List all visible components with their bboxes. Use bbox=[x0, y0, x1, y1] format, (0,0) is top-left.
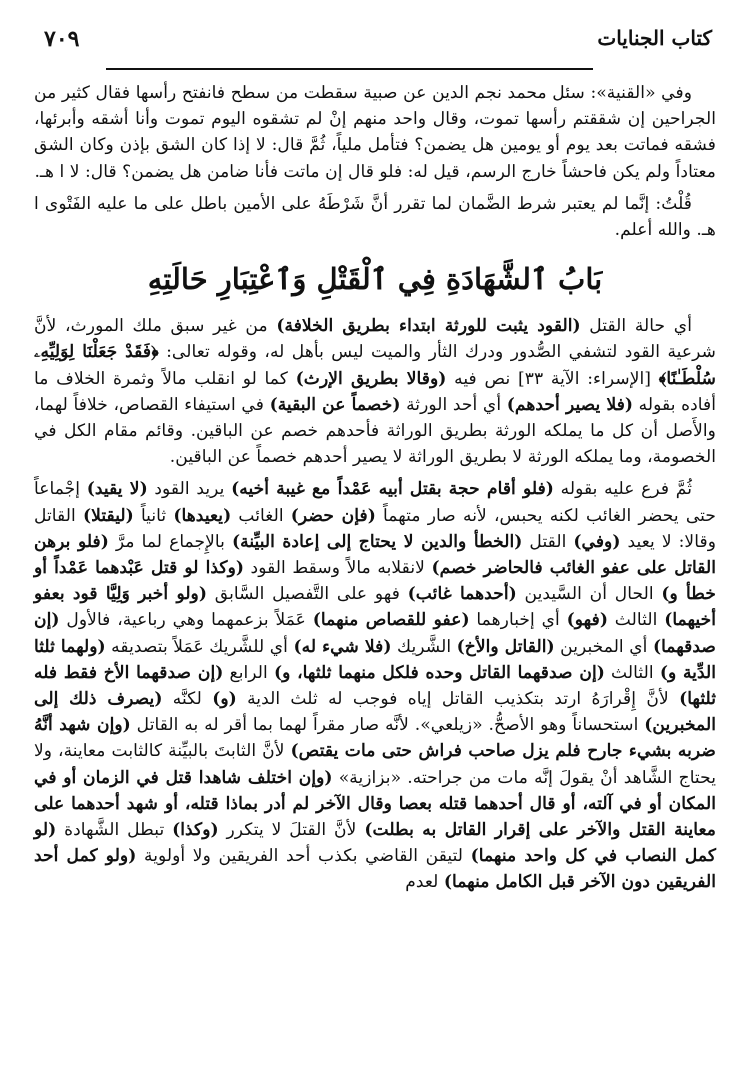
text-run: لأنَّ القتلَ لا يتكرر bbox=[218, 820, 365, 841]
matn-run: (القاتل والأخ) bbox=[456, 636, 555, 657]
matn-run: (ليقتلا) bbox=[82, 505, 134, 526]
text-run: تبطل الشَّهادة bbox=[56, 820, 173, 841]
text-run: فهو على التَّفصيل السَّابق bbox=[207, 584, 408, 605]
matn-run: (و) bbox=[212, 689, 237, 710]
matn-run: (الخطأ والدين لا يحتاج إلى إعادة البيِّنة) bbox=[231, 531, 523, 552]
matn-run: (فإن حضر) bbox=[290, 505, 376, 526]
text-run: لتيقن القاضي بكذب أحد الفريقين ولا أولوية bbox=[136, 846, 471, 867]
text-run: الثالث bbox=[604, 662, 660, 683]
text-run: من غير سبق ملك المورث، لأنَّ شرعية القود لتشفي الصُّدور ودرك الثأر والميت ليس بأهل له، وقوله تعالى: bbox=[34, 316, 716, 363]
matn-run: (وكذا) bbox=[172, 820, 219, 841]
matn-run: (عفو للقصاص منهما) bbox=[312, 610, 470, 631]
text-run: الغائب bbox=[231, 505, 291, 526]
matn-run: (يعيدها) bbox=[173, 505, 232, 526]
text-run: لأنَّ الثابتَ بالبيِّنة كالثابت معاينة، ولا يحتاج الشَّاهد أنْ يقولَ إنَّه مات من جراحته. «بزازية» bbox=[34, 741, 716, 788]
text-run: كما لو انقلب مالاً وثمرة الخلاف ما أفاده بقوله bbox=[34, 368, 716, 415]
matn-run: (فلو أقام حجة بقتل أبيه عَمْداً مع غيبة أخيه) bbox=[231, 479, 554, 500]
text-run: ثانياً bbox=[133, 505, 174, 526]
matn-run: (وكذا لو قتل عَبْدهما عَمْداً أو خطأ و) bbox=[34, 558, 716, 605]
text-run: أي أحد الورثة bbox=[400, 394, 507, 415]
text-run: القتل bbox=[522, 531, 574, 552]
text-run: يريد القود bbox=[147, 479, 232, 500]
matn-run: (وإن شهد أنَّهُ ضربه بشيء جارح فلم يزل صاحب فراش حتى مات يقتص) bbox=[34, 715, 716, 762]
text-run: الرابع bbox=[223, 662, 274, 683]
page-body bbox=[34, 80, 716, 896]
text-run: استحساناً وهو الأصحُّ. «زيلعي». لأنَّه صار مقراً لهما بما أقر له به القاتل bbox=[130, 715, 645, 736]
matn-run: (وقالا بطريق الإرث) bbox=[295, 368, 447, 389]
matn-run: (يصرف ذلك إلى المخبرين) bbox=[34, 689, 716, 736]
text-run: أي حالة القتل bbox=[580, 316, 693, 337]
page-number: ٧٠٩ bbox=[44, 26, 80, 52]
text-run: لكنَّه bbox=[162, 689, 213, 710]
matn-run: (خصماً عن البقية) bbox=[269, 394, 401, 415]
text-run: أي المخبرين bbox=[554, 636, 653, 657]
text-run: أي للشَّريك عَمَلاً بتصديقه bbox=[105, 636, 294, 657]
matn-run: (إن صدقهما الأخ فقط فله ثلثها) bbox=[34, 662, 717, 710]
matn-run: (لا يقيد) bbox=[86, 479, 148, 500]
matn-run: (إن صدقهما القاتل وحده فلكل منهما ثلثها، و) bbox=[273, 662, 605, 683]
text-run: لانقلابه مالاً وسقط القود bbox=[244, 558, 432, 579]
text-run: لعدم bbox=[405, 872, 444, 893]
text-run: عَمَلاً بزعمهما وهي رباعية، فالأول bbox=[59, 610, 313, 631]
text-run: القاتل وقالا: لا يعيد bbox=[34, 505, 716, 552]
header-rule bbox=[106, 68, 593, 70]
matn-run: (إن صدقهما) bbox=[34, 610, 716, 657]
text-run: لأنَّ إِقْرارَهُ ارتد بتكذيب القاتل إياه فوجب له ثلث الدية bbox=[236, 689, 680, 710]
matn-run: (أحدهما غائب) bbox=[407, 584, 517, 605]
text-run: إجْماعاً حتى يحضر الغائب لكنه يحبس، لأنه صار متهماً bbox=[34, 479, 716, 526]
matn-run: (فلو برهن القاتل على عفو الغائب فالحاضر خصم) bbox=[34, 531, 716, 579]
matn-run: (ولو كمل أحد الفريقين دون الآخر قبل الكامل منهما) bbox=[34, 846, 716, 893]
matn-run: (لو كمل النصاب في كل واحد منهما) bbox=[34, 820, 717, 867]
matn-run: (القود يثبت للورثة ابتداء بطريق الخلافة) bbox=[276, 316, 581, 337]
matn-run: (فلا شيء له) bbox=[293, 636, 392, 657]
paragraph-farra bbox=[34, 476, 716, 895]
matn-run: (فهو) bbox=[566, 610, 608, 631]
running-title: كتاب الجنايات bbox=[597, 26, 712, 50]
text-run: الشَّريك bbox=[391, 636, 457, 657]
quran-verse: ﴿فَقَدْ جَعَلْنَا لِوَلِيِّهِۦ سُلْطَـٰنًا﴾ bbox=[34, 342, 716, 389]
matn-run: (وإن اختلف شاهدا قتل في الزمان أو في المكان أو في آلته، أو قال أحدهما قتله بعصا وقال الآخر لم أدر بماذا قتله، أو شهد أحدهما على معاينة القتل والآخر على إقرار القاتل به بطلت) bbox=[34, 767, 716, 841]
matn-run: (ولو أخبر وَلِيَّا قود بعفو أخيهما) bbox=[34, 584, 717, 631]
paragraph-qunya: وفي «القنية»: سئل محمد نجم الدين عن صبية سقطت من سطح فانفتح رأسها فقال كثير من الجراحين إن شققتم رأسها تموت، وقال واحد منهم إنْ لم تشقوه اليوم تموت وأنا أشقه وأبرئها، فشقه فماتت بعد يوم أو يومين هل يضمن؟ فتأمل ملياً، ثُمَّ قال: لا إذا كان الشق بإذن وكان الشق معتاداً ولم يكن فاحشاً خارج الرسم، قيل له: فلو قال إن ماتت فأنا ضامن هل يضمن؟ قال: لا ا هـ. bbox=[34, 83, 716, 182]
text-run: الحال أن السَّيدين bbox=[516, 584, 662, 605]
text-run: الثالث bbox=[607, 610, 665, 631]
chapter-title: بَابُ ٱلشَّهَادَةِ فِي ٱلْقَتْلِ وَٱعْتِبَارِ حَالَتِهِ bbox=[147, 262, 603, 297]
matn-run: (فلا يصير أحدهم) bbox=[506, 394, 634, 415]
matn-run: (ولهما ثلثا الدِّية و) bbox=[34, 636, 716, 683]
paragraph-qultu: قُلْتُ: إنَّما لم يعتبر شرط الضَّمان لما تقرر أنَّ شَرْطَهُ على الأمين باطل على ما عليه الفَتْوى ا هـ. والله أعلم. bbox=[34, 193, 716, 241]
text-run: أي إخبارهما bbox=[469, 610, 567, 631]
matn-run: (وفي) bbox=[573, 531, 621, 552]
paragraph-qawad bbox=[34, 313, 716, 470]
page-header bbox=[36, 18, 718, 58]
text-run: ثُمَّ فرع عليه بقوله bbox=[553, 479, 693, 500]
text-run: بالإِجماع لما مرَّ bbox=[108, 531, 232, 552]
text-run: في استيفاء القصاص، خلافاً لهما، والأَصل أن كل ما يملكه الورثة بطريق الوراثة فأحدهم خصم عن الباقين. وقائم مقام الكل في الخصومة، وما يملكه الورثة لا بطريق الوراثة لا يصير أحدهم خصماً عن الباقين. bbox=[34, 394, 716, 468]
text-run: [الإسراء: الآية ٣٣] نص فيه bbox=[446, 368, 659, 389]
